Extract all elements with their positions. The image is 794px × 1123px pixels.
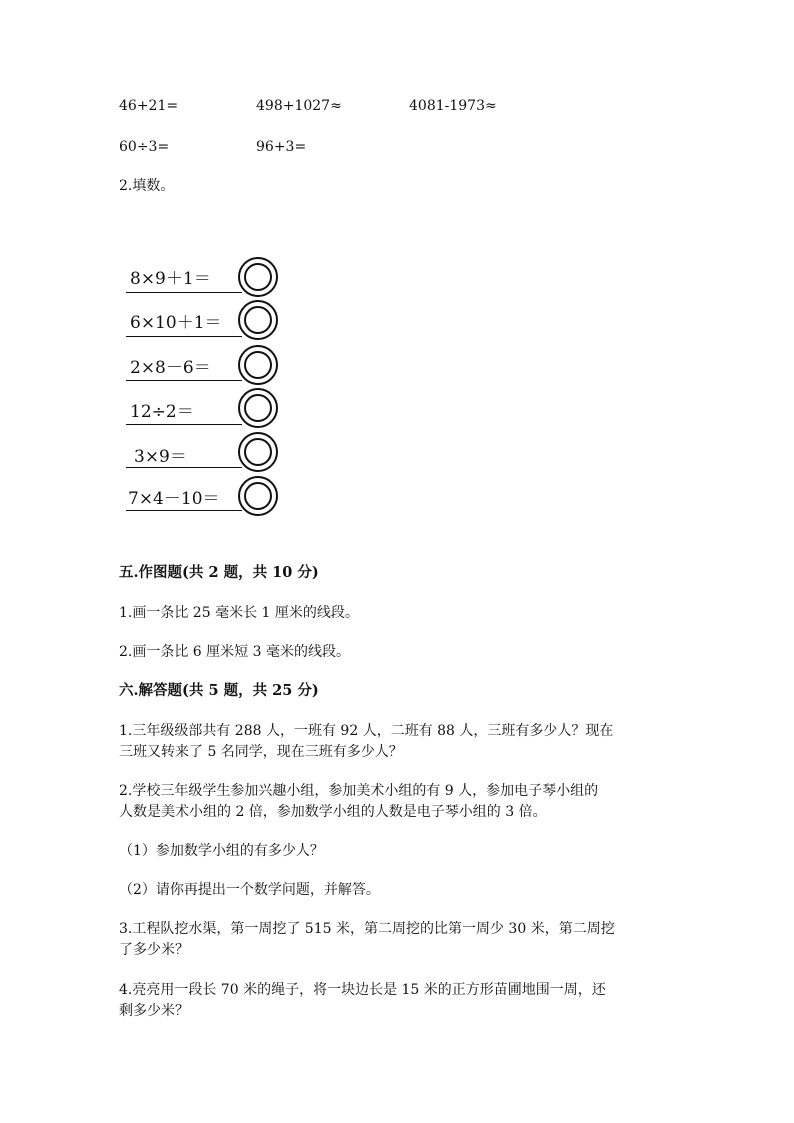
question-text: 1.三年级级部共有 288 人，一班有 92 人，二班有 88 人，三班有多少人？现在 xyxy=(119,723,614,739)
question-text: 剩多少米？ xyxy=(119,1003,189,1019)
question-text: 1.画一条比 25 毫米长 1 厘米的线段。 xyxy=(119,605,359,621)
underline xyxy=(126,424,242,425)
question-text: 4.亮亮用一段长 70 米的绳子，将一块边长是 15 米的正方形苗圃地围一周，还 xyxy=(119,982,606,998)
fill-expression: 3×9＝ xyxy=(134,447,187,467)
answer-circle[interactable] xyxy=(238,476,278,516)
underline xyxy=(126,467,242,468)
answer-circle[interactable] xyxy=(238,432,278,472)
question-text: 人数是美术小组的 2 倍，参加数学小组的人数是电子琴小组的 3 倍。 xyxy=(119,804,547,820)
section-heading: 五.作图题(共 2 题，共 10 分) xyxy=(119,564,319,581)
underline xyxy=(126,510,242,511)
section-heading: 六.解答题(共 5 题，共 25 分) xyxy=(119,682,319,699)
answer-circle[interactable] xyxy=(238,345,278,385)
question-text: 2.画一条比 6 厘米短 3 毫米的线段。 xyxy=(119,644,350,660)
question-text: 2.学校三年级学生参加兴趣小组，参加美术小组的有 9 人，参加电子琴小组的 xyxy=(119,783,599,799)
fill-expression: 2×8－6＝ xyxy=(130,358,211,378)
answer-circle[interactable] xyxy=(238,388,278,428)
answer-circle[interactable] xyxy=(238,257,278,297)
calc-expression: 46+21= xyxy=(119,98,179,114)
calc-expression: 4081-1973≈ xyxy=(409,98,497,114)
calc-expression: 60÷3= xyxy=(119,139,170,155)
fill-expression: 6×10＋1＝ xyxy=(130,313,222,333)
calc-expression: 96+3= xyxy=(256,139,307,155)
calc-expression: 498+1027≈ xyxy=(256,98,342,114)
sub-question-text: （2）请你再提出一个数学问题，并解答。 xyxy=(119,882,380,898)
fill-heading: 2.填数。 xyxy=(119,178,175,194)
answer-circle[interactable] xyxy=(238,300,278,340)
question-text: 了多少米？ xyxy=(119,942,189,958)
underline xyxy=(126,336,242,337)
question-text: 三班又转来了 5 名同学，现在三班有多少人？ xyxy=(119,744,403,760)
fill-expression: 8×9＋1＝ xyxy=(130,269,211,289)
fill-expression: 12÷2＝ xyxy=(130,402,194,422)
underline xyxy=(126,292,242,293)
question-text: 3.工程队挖水渠，第一周挖了 515 米，第二周挖的比第一周少 30 米，第二周挖 xyxy=(119,921,615,937)
sub-question-text: （1）参加数学小组的有多少人？ xyxy=(119,843,324,859)
fill-expression: 7×4－10＝ xyxy=(128,489,220,509)
underline xyxy=(126,380,242,381)
